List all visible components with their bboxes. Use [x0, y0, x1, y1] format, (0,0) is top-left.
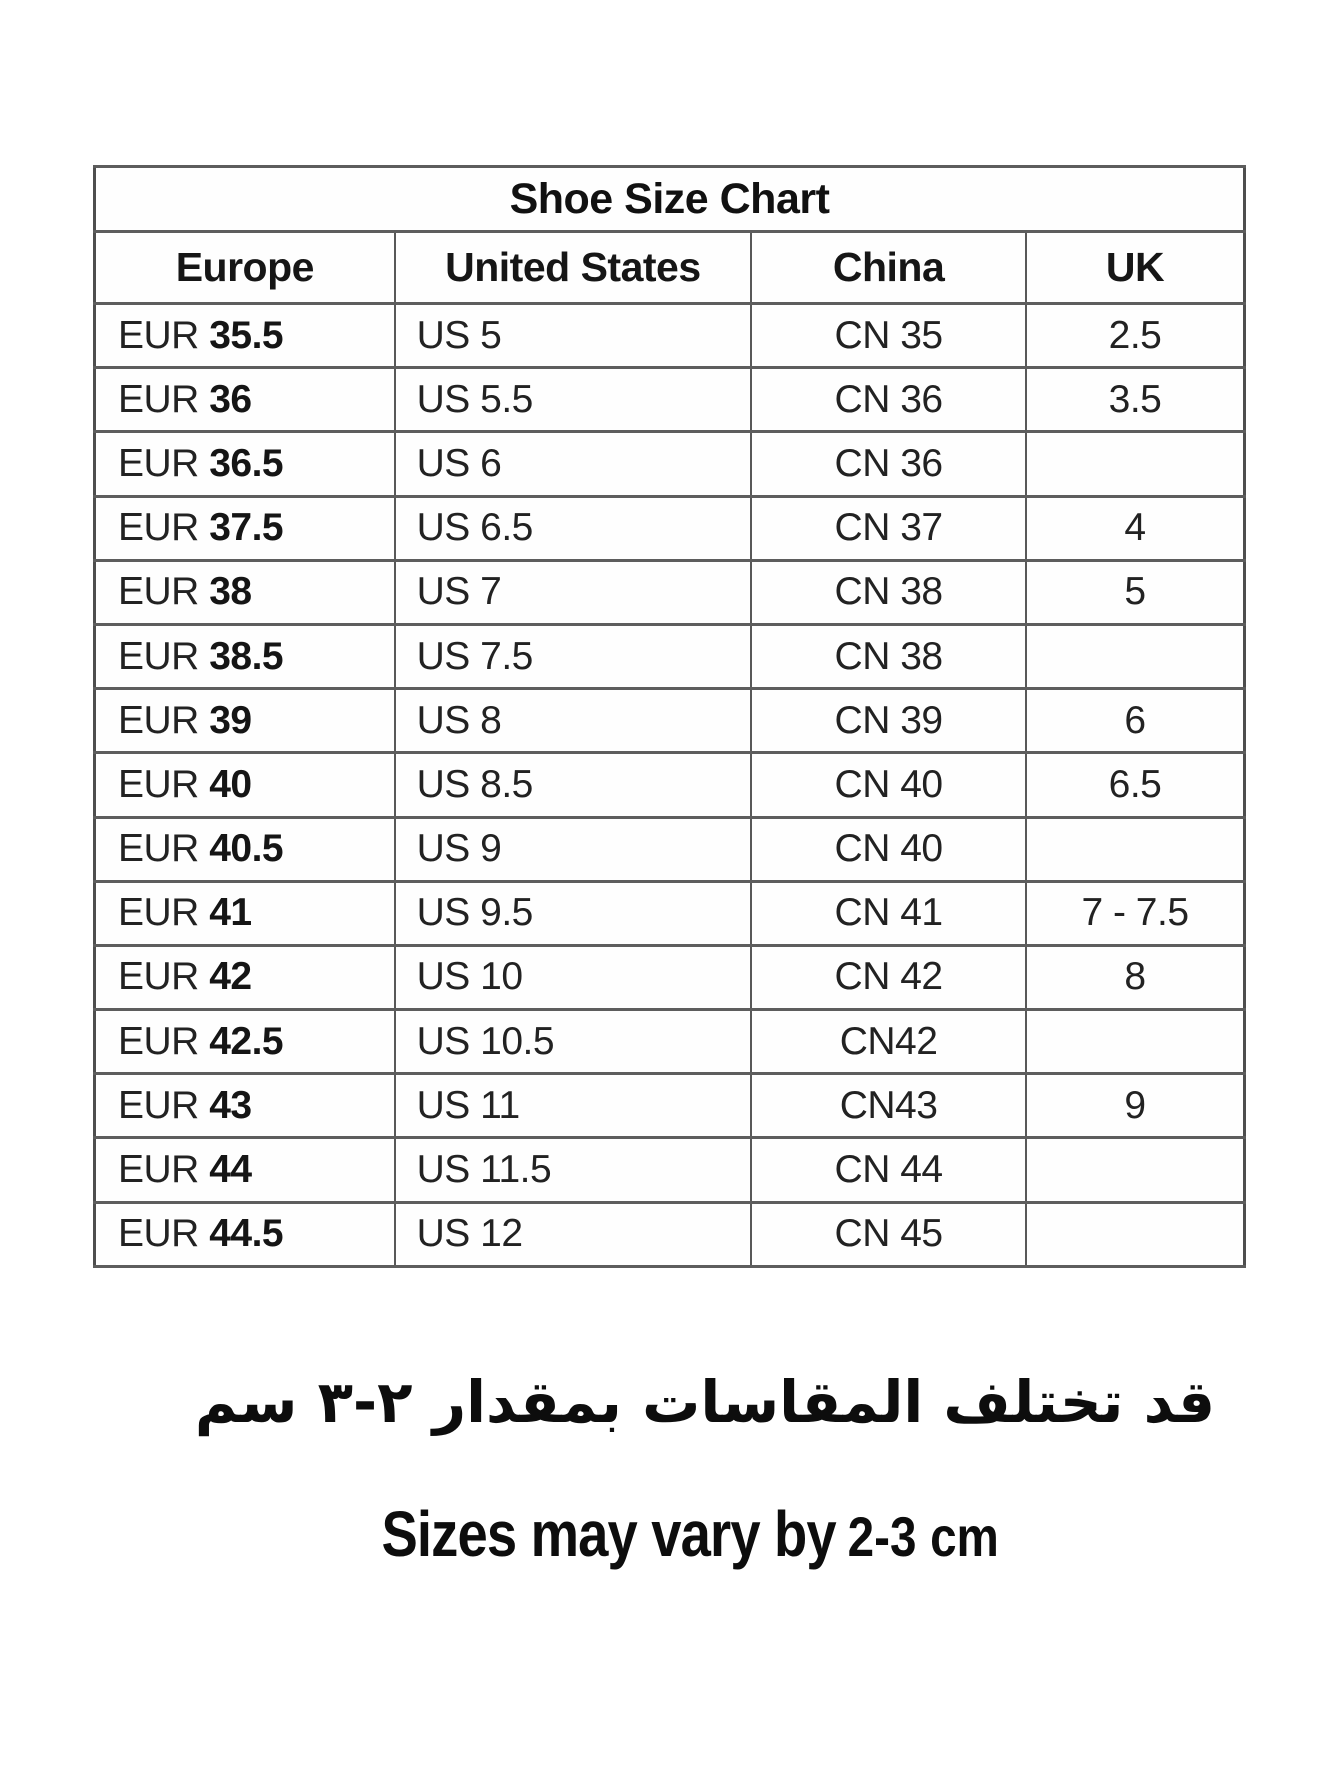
europe-cell	[95, 304, 395, 368]
eur-size-value: 42	[209, 955, 252, 999]
europe-cell	[95, 753, 395, 817]
table-title-row	[95, 167, 1245, 232]
europe-cell	[95, 1138, 395, 1202]
eur-prefix: EUR	[118, 1019, 210, 1063]
uk-cell: 3.5	[1026, 368, 1245, 432]
english-size-note	[0, 1497, 1340, 1571]
us-cell: US 6.5	[395, 496, 752, 560]
china-cell: CN 35	[751, 304, 1026, 368]
europe-cell	[95, 496, 395, 560]
column-header-europe: Europe	[95, 232, 395, 304]
table-row	[95, 945, 1245, 1009]
arabic-size-note: قد تختلف المقاسات بمقدار ٢-٣ سم	[194, 1368, 1216, 1436]
us-cell: US 8.5	[395, 753, 752, 817]
europe-cell	[95, 1202, 395, 1266]
eur-size-value: 38	[209, 570, 252, 614]
europe-cell	[95, 881, 395, 945]
uk-cell	[1026, 1202, 1245, 1266]
europe-cell	[95, 817, 395, 881]
table-row	[95, 1074, 1245, 1138]
shoe-size-table	[93, 165, 1246, 1268]
us-cell: US 7.5	[395, 624, 752, 688]
english-note-unit: cm	[929, 1505, 999, 1568]
eur-size-value: 37.5	[209, 506, 284, 550]
table-row	[95, 1138, 1245, 1202]
eur-prefix: EUR	[118, 441, 210, 485]
china-cell: CN 38	[751, 560, 1026, 624]
table-title: Shoe Size Chart	[95, 167, 1245, 232]
us-cell: US 10	[395, 945, 752, 1009]
eur-size-value: 41	[209, 891, 252, 935]
europe-cell	[95, 432, 395, 496]
eur-size-value: 44.5	[209, 1212, 284, 1256]
us-cell: US 7	[395, 560, 752, 624]
us-cell: US 12	[395, 1202, 752, 1266]
eur-prefix: EUR	[118, 698, 210, 742]
eur-prefix: EUR	[118, 1083, 210, 1127]
eur-prefix: EUR	[118, 955, 210, 999]
us-cell: US 11.5	[395, 1138, 752, 1202]
eur-size-value: 38.5	[209, 634, 284, 678]
china-cell: CN 40	[751, 817, 1026, 881]
eur-prefix: EUR	[118, 506, 210, 550]
china-cell: CN 36	[751, 368, 1026, 432]
table-row	[95, 881, 1245, 945]
uk-cell: 7 - 7.5	[1026, 881, 1245, 945]
english-note-lead: Sizes may vary by	[381, 1498, 836, 1570]
column-header-uk: UK	[1026, 232, 1245, 304]
eur-size-value: 40	[209, 762, 252, 806]
eur-prefix: EUR	[118, 827, 210, 871]
us-cell: US 11	[395, 1074, 752, 1138]
europe-cell	[95, 689, 395, 753]
table-row	[95, 689, 1245, 753]
uk-cell	[1026, 432, 1245, 496]
us-cell: US 5.5	[395, 368, 752, 432]
uk-cell	[1026, 624, 1245, 688]
eur-prefix: EUR	[118, 1212, 210, 1256]
eur-size-value: 44	[209, 1148, 252, 1192]
table-row	[95, 624, 1245, 688]
uk-cell: 2.5	[1026, 304, 1245, 368]
europe-cell	[95, 1074, 395, 1138]
europe-cell	[95, 945, 395, 1009]
us-cell: US 9	[395, 817, 752, 881]
china-cell: CN 37	[751, 496, 1026, 560]
eur-size-value: 35.5	[209, 313, 284, 357]
table-row	[95, 496, 1245, 560]
us-cell: US 6	[395, 432, 752, 496]
uk-cell: 9	[1026, 1074, 1245, 1138]
china-cell: CN 40	[751, 753, 1026, 817]
us-cell: US 5	[395, 304, 752, 368]
table-row	[95, 368, 1245, 432]
uk-cell	[1026, 1138, 1245, 1202]
table-row	[95, 1010, 1245, 1074]
eur-prefix: EUR	[118, 634, 210, 678]
uk-cell	[1026, 1010, 1245, 1074]
uk-cell: 5	[1026, 560, 1245, 624]
eur-prefix: EUR	[118, 313, 210, 357]
eur-size-value: 43	[209, 1083, 252, 1127]
eur-size-value: 39	[209, 698, 252, 742]
table-row	[95, 304, 1245, 368]
table-row	[95, 817, 1245, 881]
us-cell: US 9.5	[395, 881, 752, 945]
table-row	[95, 432, 1245, 496]
china-cell: CN 39	[751, 689, 1026, 753]
china-cell: CN 44	[751, 1138, 1026, 1202]
china-cell: CN 42	[751, 945, 1026, 1009]
uk-cell: 6	[1026, 689, 1245, 753]
eur-size-value: 40.5	[209, 827, 284, 871]
china-cell: CN 36	[751, 432, 1026, 496]
eur-size-value: 36.5	[209, 441, 284, 485]
europe-cell	[95, 560, 395, 624]
eur-prefix: EUR	[118, 1148, 210, 1192]
eur-prefix: EUR	[118, 762, 210, 806]
us-cell: US 8	[395, 689, 752, 753]
eur-prefix: EUR	[118, 570, 210, 614]
china-cell: CN43	[751, 1074, 1026, 1138]
column-header-united-states: United States	[395, 232, 752, 304]
eur-prefix: EUR	[118, 891, 210, 935]
table-body	[95, 304, 1245, 1267]
europe-cell	[95, 624, 395, 688]
china-cell: CN42	[751, 1010, 1026, 1074]
table-header-row	[95, 232, 1245, 304]
english-note-range: 2-3	[847, 1505, 917, 1568]
europe-cell	[95, 368, 395, 432]
table-row	[95, 1202, 1245, 1266]
eur-prefix: EUR	[118, 377, 210, 421]
china-cell: CN 38	[751, 624, 1026, 688]
us-cell: US 10.5	[395, 1010, 752, 1074]
uk-cell: 4	[1026, 496, 1245, 560]
uk-cell: 6.5	[1026, 753, 1245, 817]
table-row	[95, 753, 1245, 817]
eur-size-value: 42.5	[209, 1019, 284, 1063]
uk-cell: 8	[1026, 945, 1245, 1009]
uk-cell	[1026, 817, 1245, 881]
china-cell: CN 41	[751, 881, 1026, 945]
english-size-note-text	[381, 1497, 998, 1571]
china-cell: CN 45	[751, 1202, 1026, 1266]
eur-size-value: 36	[209, 377, 252, 421]
column-header-china: China	[751, 232, 1026, 304]
europe-cell	[95, 1010, 395, 1074]
table-row	[95, 560, 1245, 624]
